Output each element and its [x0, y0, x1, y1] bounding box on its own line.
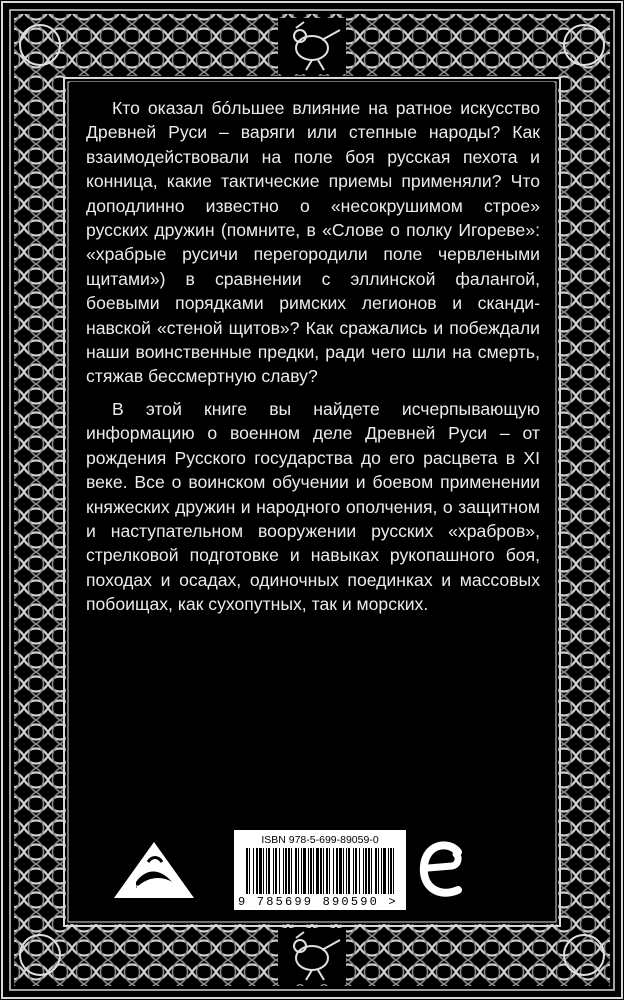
bottom-bird-emblem-icon [278, 928, 346, 984]
yauza-logo-icon [96, 838, 212, 920]
barcode-digits: 9 785699 890590 > [238, 895, 398, 909]
blurb-paragraph-2: В этой книге вы найдете исчерпывающую информацию о военном деле Древней Руси – от рождения Русского государства до его расцвета в XI веке. Все о воинском обучении и боевом применении княжеских дружин и народного ополчения, о защитном и наступательном вооружении русских «храбров», стрелковой подготовке и навыках рукопашного боя, походах и осадах, одиночных поединках и массовых побоищах, как сухопутных, так и морских. [86, 398, 540, 615]
isbn-barcode [234, 830, 406, 910]
blurb-text [86, 96, 540, 617]
publisher-name-label: ЯУЗА [127, 883, 181, 903]
blurb-paragraph-1: Кто оказал бóльшее влияние на ратное искусство Древней Руси – варяги или степные народы? Как взаимодействовали на поле боя русская пехота и конница, какие тактические приемы применяли? Что доподлинно известно о «несокрушимом строе» русских дружин (помните, в «Слове о полку Игореве»: «храбрые русичи перегородили поле червлеными щитами») в сравнении с эллинской фалангой, боевыми порядками римских легионов и скандинавской «стеной щитов»? Как сражались и побеждали наши воинственные предки, ради чего шли на смерть, стяжав бессмертную славу? [86, 98, 540, 387]
barcode-bars [246, 848, 396, 894]
eksmo-logo-icon [418, 838, 468, 902]
top-bird-emblem-icon [278, 18, 346, 74]
isbn-number: ISBN 978-5-699-89059-0 [261, 834, 379, 846]
